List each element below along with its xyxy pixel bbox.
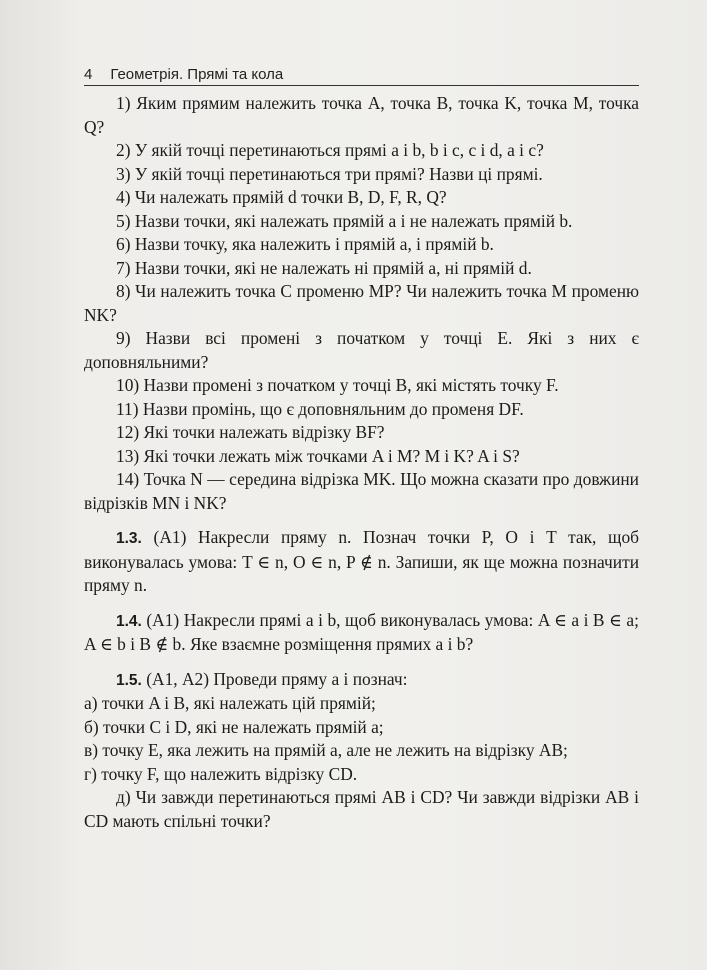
- question-item: 8) Чи належить точка C променю MP? Чи належить точка M променю NK?: [84, 281, 639, 325]
- question-item: 6) Назви точку, яка належить і прямій a, і прямій b.: [116, 234, 494, 254]
- question-item: 11) Назви промінь, що є доповняльним до променя DF.: [116, 398, 524, 419]
- question-item: 2) У якій точці перетинаються прямі a і b, b і c, c і d, a і c?: [116, 140, 544, 160]
- sub-item: в) точку E, яка лежить на прямій a, але не лежить на відрізку AB;: [84, 740, 568, 760]
- question-item: 4) Чи належать прямій d точки B, D, F, R, Q?: [116, 187, 447, 207]
- page-number: 4: [84, 66, 93, 83]
- question-item: 3) У якій точці перетинаються три прямі? Назви ці прямі.: [116, 163, 543, 184]
- exercise-1-4: [84, 609, 639, 657]
- question-item: 13) Які точки лежать між точками A і M? M і K? A і S?: [116, 445, 520, 466]
- question-item: 7) Назви точки, які не належать ні прямій a, ні прямій d.: [116, 257, 532, 278]
- running-header: [84, 66, 639, 86]
- question-item: 12) Які точки належать відрізку BF?: [116, 422, 385, 442]
- exercise-number: 1.4.: [116, 612, 142, 630]
- exercise-number: 1.3.: [116, 530, 142, 547]
- exercise-1-5: [84, 668, 639, 834]
- sub-item-question: д) Чи завжди перетинаються прямі AB і CD? Чи завжди відрізки AB і CD мають спільні точки?: [84, 787, 639, 831]
- exercise-text: (А1) Накресли пряму n. Познач точки P, O і T так, щоб виконувалась умова: T ∈ n, O ∈ n, P ∉ n. Запиши, як ще можна позначити пряму n.: [84, 527, 639, 595]
- question-item: 10) Назви промені з початком у точці B, які містять точку F.: [116, 375, 559, 395]
- question-item: 9) Назви всі промені з початком у точці E. Які з них є доповняльними?: [84, 328, 639, 372]
- exercise-text: (А1) Накресли прямі a і b, щоб виконувалась умова: A ∈ a і B ∈ a; A ∈ b і B ∉ b. Яке взаємне розміщення прямих a і b?: [84, 609, 639, 654]
- sub-item: г) точку F, що належить відрізку CD.: [84, 763, 358, 784]
- running-title: Геометрія. Прямі та кола: [110, 66, 284, 83]
- question-item: 5) Назви точки, які належать прямій a і не належать прямій b.: [116, 210, 573, 231]
- exercise-1-3: [84, 526, 639, 598]
- sub-item: а) точки A і B, які належать цій прямій;: [84, 693, 376, 713]
- sub-item: б) точки C і D, які не належать прямій a;: [84, 716, 384, 737]
- question-item: 1) Яким прямим належить точка A, точка B, точка K, точка M, точка Q?: [84, 93, 639, 137]
- exercise-text: (А1, А2) Проведи пряму a і познач:: [146, 668, 408, 689]
- question-item: 14) Точка N — середина відрізка MK. Що можна сказати про довжини відрізків MN і NK?: [84, 469, 639, 513]
- exercise-intro: [84, 668, 639, 693]
- page-content: [84, 92, 639, 833]
- exercise-number: 1.5.: [116, 671, 142, 689]
- question-list: [84, 92, 639, 515]
